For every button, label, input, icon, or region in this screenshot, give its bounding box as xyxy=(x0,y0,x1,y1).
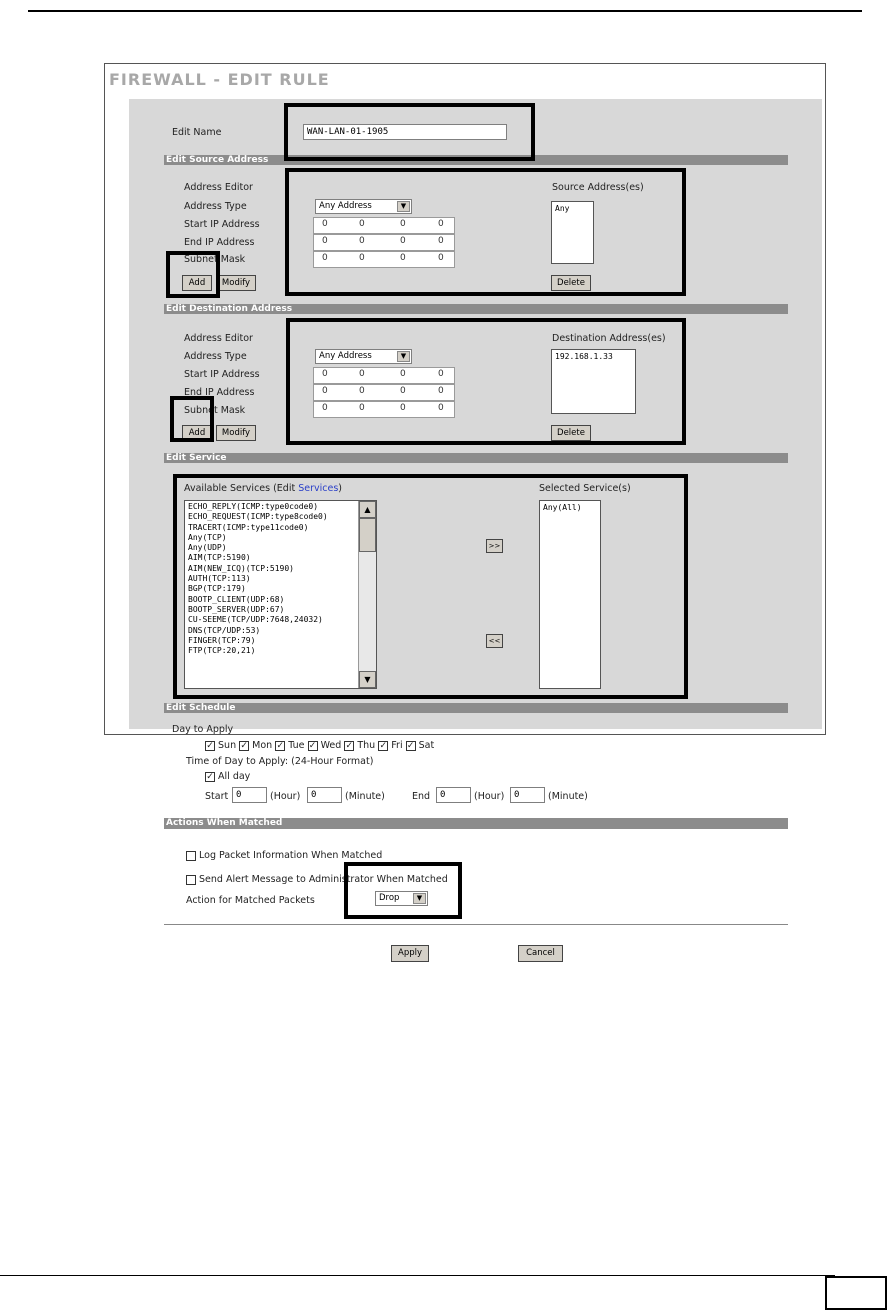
available-services-close: ) xyxy=(338,483,343,494)
actions-section-header: Actions When Matched xyxy=(164,818,788,829)
list-item[interactable]: CU-SEEME(TCP/UDP:7648,24032) xyxy=(188,615,323,625)
ip-octet: 0 xyxy=(322,236,328,246)
ip-octet: 0 xyxy=(438,219,444,229)
send-alert-checkbox[interactable] xyxy=(186,875,196,885)
list-item[interactable]: Any xyxy=(555,204,570,213)
rule-name-label: Edit Name xyxy=(172,127,222,138)
dest-list-label: Destination Address(es) xyxy=(552,333,666,344)
ip-octet: 0 xyxy=(359,386,365,396)
source-delete-button[interactable]: Delete xyxy=(551,275,591,291)
service-section-header: Edit Service xyxy=(164,453,788,463)
page-top-rule xyxy=(28,10,862,12)
schedule-section-header: Edit Schedule xyxy=(164,703,788,713)
ip-octet: 0 xyxy=(400,236,406,246)
dest-address-type-label: Address Type xyxy=(184,351,247,362)
start-hour-label: (Hour) xyxy=(270,791,301,802)
ip-octet: 0 xyxy=(359,403,365,413)
list-item[interactable]: Any(TCP) xyxy=(188,532,227,542)
apply-button[interactable]: Apply xyxy=(391,945,429,962)
ip-octet: 0 xyxy=(400,386,406,396)
end-label: End xyxy=(412,791,431,802)
source-start-ip-label: Start IP Address xyxy=(184,219,260,230)
source-end-ip-label: End IP Address xyxy=(184,237,255,248)
dest-address-editor-label: Address Editor xyxy=(184,333,253,344)
dest-address-type-value: Any Address xyxy=(319,351,372,361)
chevron-down-icon: ▼ xyxy=(397,351,410,362)
ip-octet: 0 xyxy=(438,403,444,413)
day-checkbox-sat[interactable]: ✓ xyxy=(406,740,415,751)
ip-octet: 0 xyxy=(322,369,328,379)
ip-octet: 0 xyxy=(359,219,365,229)
highlight-box-name xyxy=(284,103,535,161)
page-bottom-rule xyxy=(0,1275,835,1276)
source-address-type-label: Address Type xyxy=(184,201,247,212)
action-matched-label: Action for Matched Packets xyxy=(186,895,315,906)
source-modify-button[interactable]: Modify xyxy=(216,275,256,291)
end-hour-label: (Hour) xyxy=(474,791,505,802)
highlight-box-dest-add xyxy=(170,396,214,442)
dest-subnet-mask-label: Subnet Mask xyxy=(184,405,246,416)
rule-name-input[interactable]: WAN-LAN-01-1905 xyxy=(303,124,507,140)
ip-octet: 0 xyxy=(322,219,328,229)
highlight-box-action xyxy=(344,862,462,919)
list-item[interactable]: 192.168.1.33 xyxy=(555,352,613,361)
source-address-editor-label: Address Editor xyxy=(184,182,253,193)
highlight-box-source xyxy=(285,168,686,296)
list-item[interactable]: AUTH(TCP:113) xyxy=(188,574,251,584)
dest-start-ip-label: Start IP Address xyxy=(184,369,260,380)
list-item[interactable]: TRACERT(ICMP:type11code0) xyxy=(188,522,309,532)
log-packet-label: Log Packet Information When Matched xyxy=(199,850,383,861)
remove-service-button[interactable]: << xyxy=(486,634,503,648)
source-section-header: Edit Source Address xyxy=(164,155,788,165)
day-label: Thu xyxy=(357,740,376,751)
ip-octet: 0 xyxy=(438,253,444,263)
source-subnet-mask-label: Subnet Mask xyxy=(184,254,246,265)
dest-end-ip-label: End IP Address xyxy=(184,387,255,398)
dest-add-button[interactable]: Add xyxy=(182,425,212,441)
ip-octet: 0 xyxy=(359,369,365,379)
source-add-button[interactable]: Add xyxy=(182,275,212,291)
start-label: Start xyxy=(205,791,229,802)
ip-octet: 0 xyxy=(400,253,406,263)
day-label: Sat xyxy=(418,740,435,751)
day-label: Mon xyxy=(252,740,273,751)
scroll-up-icon[interactable]: ▲ xyxy=(359,501,376,518)
source-address-type-value: Any Address xyxy=(319,201,372,211)
highlight-box-destination xyxy=(286,318,686,445)
add-service-button[interactable]: >> xyxy=(486,539,503,553)
send-alert-label: Send Alert Message to Administrator When Matched xyxy=(199,874,448,885)
day-label: Fri xyxy=(391,740,403,751)
start-minute-label: (Minute) xyxy=(345,791,385,802)
end-minute-input[interactable]: 0 xyxy=(510,787,545,803)
chevron-down-icon: ▼ xyxy=(413,893,426,904)
start-hour-input[interactable]: 0 xyxy=(232,787,267,803)
list-item[interactable]: BOOTP_CLIENT(UDP:68) xyxy=(188,594,285,604)
list-item[interactable]: ECHO_REQUEST(ICMP:type8code0) xyxy=(188,512,328,522)
log-packet-row xyxy=(186,850,382,861)
ip-octet: 0 xyxy=(322,403,328,413)
list-item[interactable]: Any(All) xyxy=(543,503,582,512)
scroll-down-icon[interactable]: ▼ xyxy=(359,671,376,688)
form-divider xyxy=(164,924,788,925)
day-checkbox-tue[interactable]: ✓ xyxy=(276,740,284,751)
edit-services-link[interactable]: Services xyxy=(298,483,339,494)
highlight-box-service xyxy=(173,474,688,699)
list-item[interactable]: BGP(TCP:179) xyxy=(188,584,246,594)
list-item[interactable]: AIM(NEW_ICQ)(TCP:5190) xyxy=(188,563,294,573)
ip-octet: 0 xyxy=(359,236,365,246)
list-item[interactable]: BOOTP_SERVER(UDP:67) xyxy=(188,604,285,614)
day-checkbox-mon[interactable]: ✓ xyxy=(240,740,248,751)
day-label: Sun xyxy=(218,740,237,751)
end-minute-label: (Minute) xyxy=(548,791,588,802)
day-label: Tue xyxy=(288,740,305,751)
all-day-checkbox[interactable]: ✓ xyxy=(206,771,214,782)
day-checkbox-sun[interactable]: ✓ xyxy=(206,740,214,751)
ip-octet: 0 xyxy=(438,236,444,246)
source-list-label: Source Address(es) xyxy=(552,182,644,193)
ip-octet: 0 xyxy=(438,369,444,379)
list-item[interactable]: FINGER(TCP:79) xyxy=(188,635,256,645)
day-to-apply-label: Day to Apply xyxy=(172,724,234,735)
start-minute-input[interactable]: 0 xyxy=(307,787,342,803)
all-day-label: All day xyxy=(218,771,251,782)
day-label: Wed xyxy=(320,740,342,751)
ip-octet: 0 xyxy=(400,403,406,413)
ip-octet: 0 xyxy=(322,386,328,396)
all-day-row xyxy=(205,771,250,782)
dest-delete-button[interactable]: Delete xyxy=(551,425,591,441)
action-select-value: Drop xyxy=(379,893,400,903)
list-item[interactable]: FTP(TCP:20,21) xyxy=(188,646,256,656)
selected-services-label: Selected Service(s) xyxy=(539,483,631,494)
list-item[interactable]: DNS(TCP/UDP:53) xyxy=(188,625,261,635)
dest-modify-button[interactable]: Modify xyxy=(216,425,256,441)
highlight-box-source-add xyxy=(166,251,220,298)
page-title: FIREWALL - EDIT RULE xyxy=(109,70,330,89)
day-checkbox-fri[interactable]: ✓ xyxy=(379,740,387,751)
ip-octet: 0 xyxy=(322,253,328,263)
chevron-down-icon: ▼ xyxy=(397,201,410,212)
ip-octet: 0 xyxy=(400,369,406,379)
time-of-day-label: Time of Day to Apply: (24-Hour Format) xyxy=(186,756,374,767)
list-item[interactable]: ECHO_REPLY(ICMP:type0code0) xyxy=(188,502,319,511)
destination-section-header: Edit Destination Address xyxy=(164,304,788,314)
list-item[interactable]: AIM(TCP:5190) xyxy=(188,553,251,563)
available-services-text: Available Services (Edit xyxy=(184,483,299,494)
log-packet-checkbox[interactable] xyxy=(186,851,196,861)
list-item[interactable]: Any(UDP) xyxy=(188,543,227,553)
page-number-box xyxy=(825,1276,887,1310)
day-checkbox-thu[interactable]: ✓ xyxy=(345,740,354,751)
ip-octet: 0 xyxy=(359,253,365,263)
end-hour-input[interactable]: 0 xyxy=(436,787,471,803)
days-row xyxy=(205,740,434,751)
day-checkbox-wed[interactable]: ✓ xyxy=(308,740,317,751)
cancel-button[interactable]: Cancel xyxy=(518,945,563,962)
ip-octet: 0 xyxy=(400,219,406,229)
ip-octet: 0 xyxy=(438,386,444,396)
